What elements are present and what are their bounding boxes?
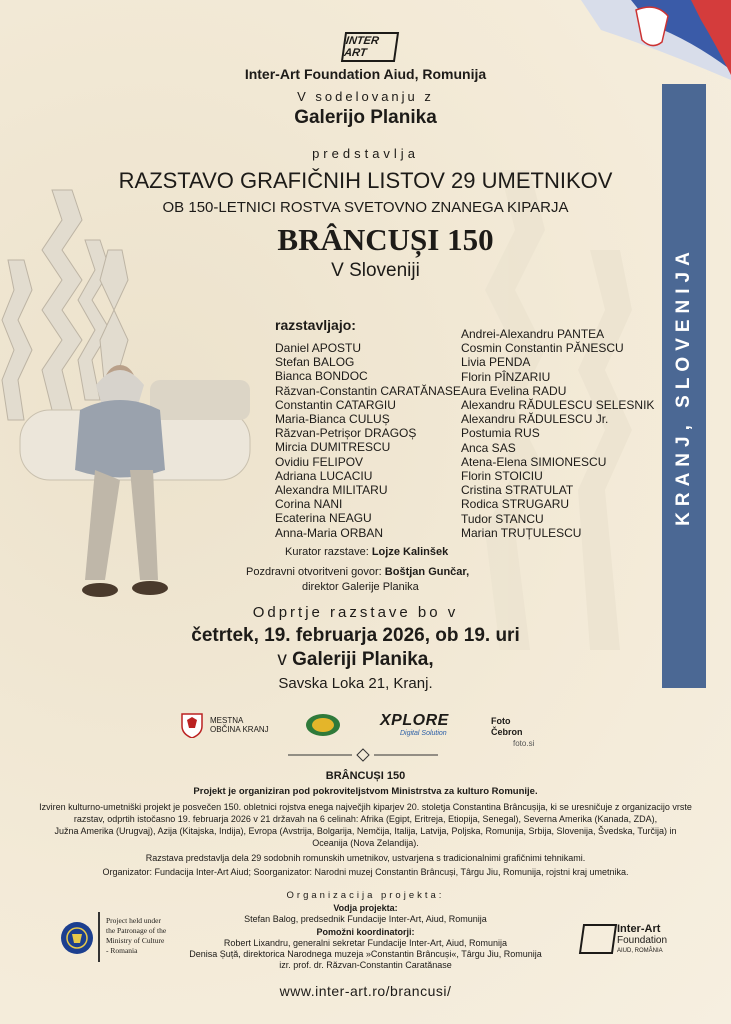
inter-art-small-logo — [617, 924, 667, 957]
speech-name: Boštjan Gunčar, — [384, 566, 470, 578]
artist-name: Daniel APOSTU — [275, 341, 362, 355]
artists-list-left — [275, 341, 461, 540]
foto-cebron-text: Foto Čebron — [491, 716, 523, 737]
opening-place-prefix: v — [277, 649, 287, 670]
project-lead-label: Vodja projekta: — [333, 903, 398, 913]
coordinators-label: Pomožni koordinatorji: — [316, 927, 415, 937]
ministry-line: - Romania — [106, 946, 138, 955]
presents-text: predstavlja — [312, 146, 419, 161]
artist-name: Aura Evelina RADU — [461, 383, 567, 398]
artist-name: Răzvan-Petrișor DRAGOȘ — [275, 426, 417, 441]
artist-name: Stefan BALOG — [275, 355, 355, 370]
curator-label: Kurator razstave: — [285, 546, 369, 558]
xplore-logo — [380, 712, 449, 737]
foto-cebron-logo — [491, 716, 541, 749]
opening-place-name: Galeriji Planika, — [292, 649, 434, 670]
artist-name: Florin PÎNZARIU — [461, 369, 551, 384]
inter-art-small-logo-icon — [579, 924, 617, 954]
artists-list-right — [461, 327, 654, 540]
artist-name: Rodica STRUGARU — [461, 497, 570, 512]
info-paragraph-line: Oceanija (Nova Zelandija). — [312, 838, 419, 848]
artist-name: Maria-Bianca CULUȘ — [275, 412, 390, 427]
ministry-text — [106, 916, 166, 956]
artist-name: Alexandra MILITARU — [275, 483, 388, 498]
speech-line — [246, 566, 469, 578]
ministry-line: the Patronage of the — [106, 926, 167, 935]
inter-art-logo-foundation: Foundation — [617, 935, 668, 946]
artists-heading: razstavljajo: — [275, 317, 356, 333]
ministry-seal-icon — [60, 921, 94, 955]
sponsor-badge-icon — [305, 712, 341, 738]
ministry-divider — [98, 912, 100, 962]
artist-name: Cristina STRATULAT — [461, 483, 574, 498]
info-techniques: Razstava predstavlja dela 29 sodobnih romunskih umetnikov, ustvarjena s tradicionalnimi grafičnimi tehnikami. — [145, 853, 586, 863]
info-patronage: Projekt je organiziran pod pokroviteljstvom Ministrstva za kulturo Romunije. — [193, 786, 538, 797]
main-title: BRÂNCUȘI 150 — [277, 222, 494, 257]
artist-name: Tudor STANCU — [461, 511, 544, 526]
coordinator: izr. prof. dr. Răzvan-Constantin Caratănase — [279, 960, 452, 970]
info-paragraph-line: Južna Amerika (Urugvaj), Azija (Kitajska, Indija), Evropa (Avstrija, Bolgarija, Nemčija, Italija, Latvija, Poljska, Romunija, Srbija, Slovenija, Švedska, Turčija) in — [54, 826, 677, 836]
coordinator: Denisa Șuță, direktorica Narodnega muzeja »Constantin Brâncuși«, Târgu Jiu, Romunija — [189, 949, 542, 959]
curator-line — [285, 546, 448, 558]
inter-art-logo-text: INTER ART — [343, 35, 380, 59]
info-organizers: Organizator: Fundacija Inter-Art Aiud; Soorganizator: Narodni muzej Constantin Brâncuși, Târgu Jiu, Romunija, rojstni kraj umetnika. — [102, 867, 629, 877]
artist-name: Florin STOICIU — [461, 469, 543, 484]
artist-name: Andrei-Alexandru PANTEA — [461, 327, 605, 341]
artist-name: Postumia RUS — [461, 426, 540, 441]
opening-address: Savska Loka 21, Kranj. — [278, 675, 433, 692]
xplore-text: XPLORE — [380, 712, 449, 729]
kranj-text: MESTNA OBČINA KRANJ — [210, 716, 269, 734]
kranj-eagle-icon — [180, 712, 204, 738]
gallery-name: Galerijo Planika — [294, 107, 437, 128]
exhibition-title: RAZSTAVO GRAFIČNIH LISTOV 29 UMETNIKOV — [118, 168, 613, 193]
artist-name: Bianca BONDOC — [275, 369, 368, 384]
exhibition-subtitle: OB 150-LETNICI ROSTVA SVETOVNO ZNANEGA KIPARJA — [162, 199, 569, 216]
artist-name: Constantin CATARGIU — [275, 397, 396, 412]
speech-label: Pozdravni otvoritveni govor: — [246, 566, 382, 578]
artist-name: Mircia DUMITRESCU — [275, 440, 391, 455]
foundation-name: Inter-Art Foundation Aiud, Romunija — [244, 66, 487, 82]
location-banner-text: KRANJ, SLOVENIJA — [673, 246, 695, 526]
speech-role: direktor Galerije Planika — [302, 581, 419, 593]
main-subtitle: V Sloveniji — [331, 260, 420, 281]
website-link[interactable]: www.inter-art.ro/brancusi/ — [279, 983, 452, 999]
info-paragraph-line: Izviren kulturno-umetniški projekt je posvečen 150. obletnici rojstva enega največjih kiparjev 20. stoletja Constantina Brâncușija, ki se uresničuje z organizacijo vrste — [39, 802, 692, 812]
info-paragraph-line: razstav, odprtih istočasno 19. februarja 2026 v 21 državah na 6 celinah: Afrika (Egipt, Eritreja, Etiopija, Senegal), Severna Amerika (Kanada, ZDA), — [73, 814, 658, 824]
artist-name: Cosmin Constantin PĂNESCU — [461, 341, 624, 356]
artist-name: Anna-Maria ORBAN — [275, 525, 384, 540]
inter-art-logo-name: Inter-Art — [617, 923, 661, 935]
foto-cebron-site: foto.si — [513, 739, 535, 748]
inter-art-logo — [341, 32, 399, 62]
artist-name: Răzvan-Constantin CARATĂNASE — [275, 383, 461, 398]
artist-name: Ovidiu FELIPOV — [275, 454, 364, 469]
cooperation-text: V sodelovanju z — [297, 89, 434, 104]
ornament-divider — [288, 748, 438, 762]
artist-name: Livia PENDA — [461, 355, 531, 370]
opening-date: četrtek, 19. februarja 2026, ob 19. uri — [191, 625, 520, 646]
opening-place — [0, 649, 721, 671]
artist-name: Marian TRUȚULESCU — [461, 525, 582, 540]
artist-name: Corina NANI — [275, 497, 343, 512]
artist-name: Ecaterina NEAGU — [275, 511, 372, 526]
artist-name: Alexandru RĂDULESCU Jr. — [461, 412, 609, 427]
artist-name: Adriana LUCACIU — [275, 468, 373, 483]
ministry-line: Ministry of Culture — [106, 936, 165, 945]
curator-name: Lojze Kalinšek — [371, 546, 449, 558]
artist-name: Alexandru RĂDULESCU SELESNIK — [461, 398, 655, 413]
artist-name: Atena-Elena SIMIONESCU — [461, 454, 607, 469]
coordinator: Robert Lixandru, generalni sekretar Fundacije Inter-Art, Aiud, Romunija — [223, 938, 508, 948]
ministry-line: Project held under — [106, 916, 161, 925]
opening-intro: Odprtje razstave bo v — [252, 604, 459, 621]
project-lead: Stefan Balog, predsednik Fundacije Inter-Art, Aiud, Romunija — [244, 914, 487, 924]
organization-heading: Organizacija projekta: — [286, 890, 445, 901]
inter-art-logo-location: AIUD, ROMÂNIA — [617, 948, 663, 954]
info-title: BRÂNCUȘI 150 — [325, 770, 406, 782]
artist-name: Anca SAS — [461, 440, 516, 455]
kranj-logo — [180, 712, 270, 738]
xplore-subtext: Digital Solution — [400, 730, 447, 737]
